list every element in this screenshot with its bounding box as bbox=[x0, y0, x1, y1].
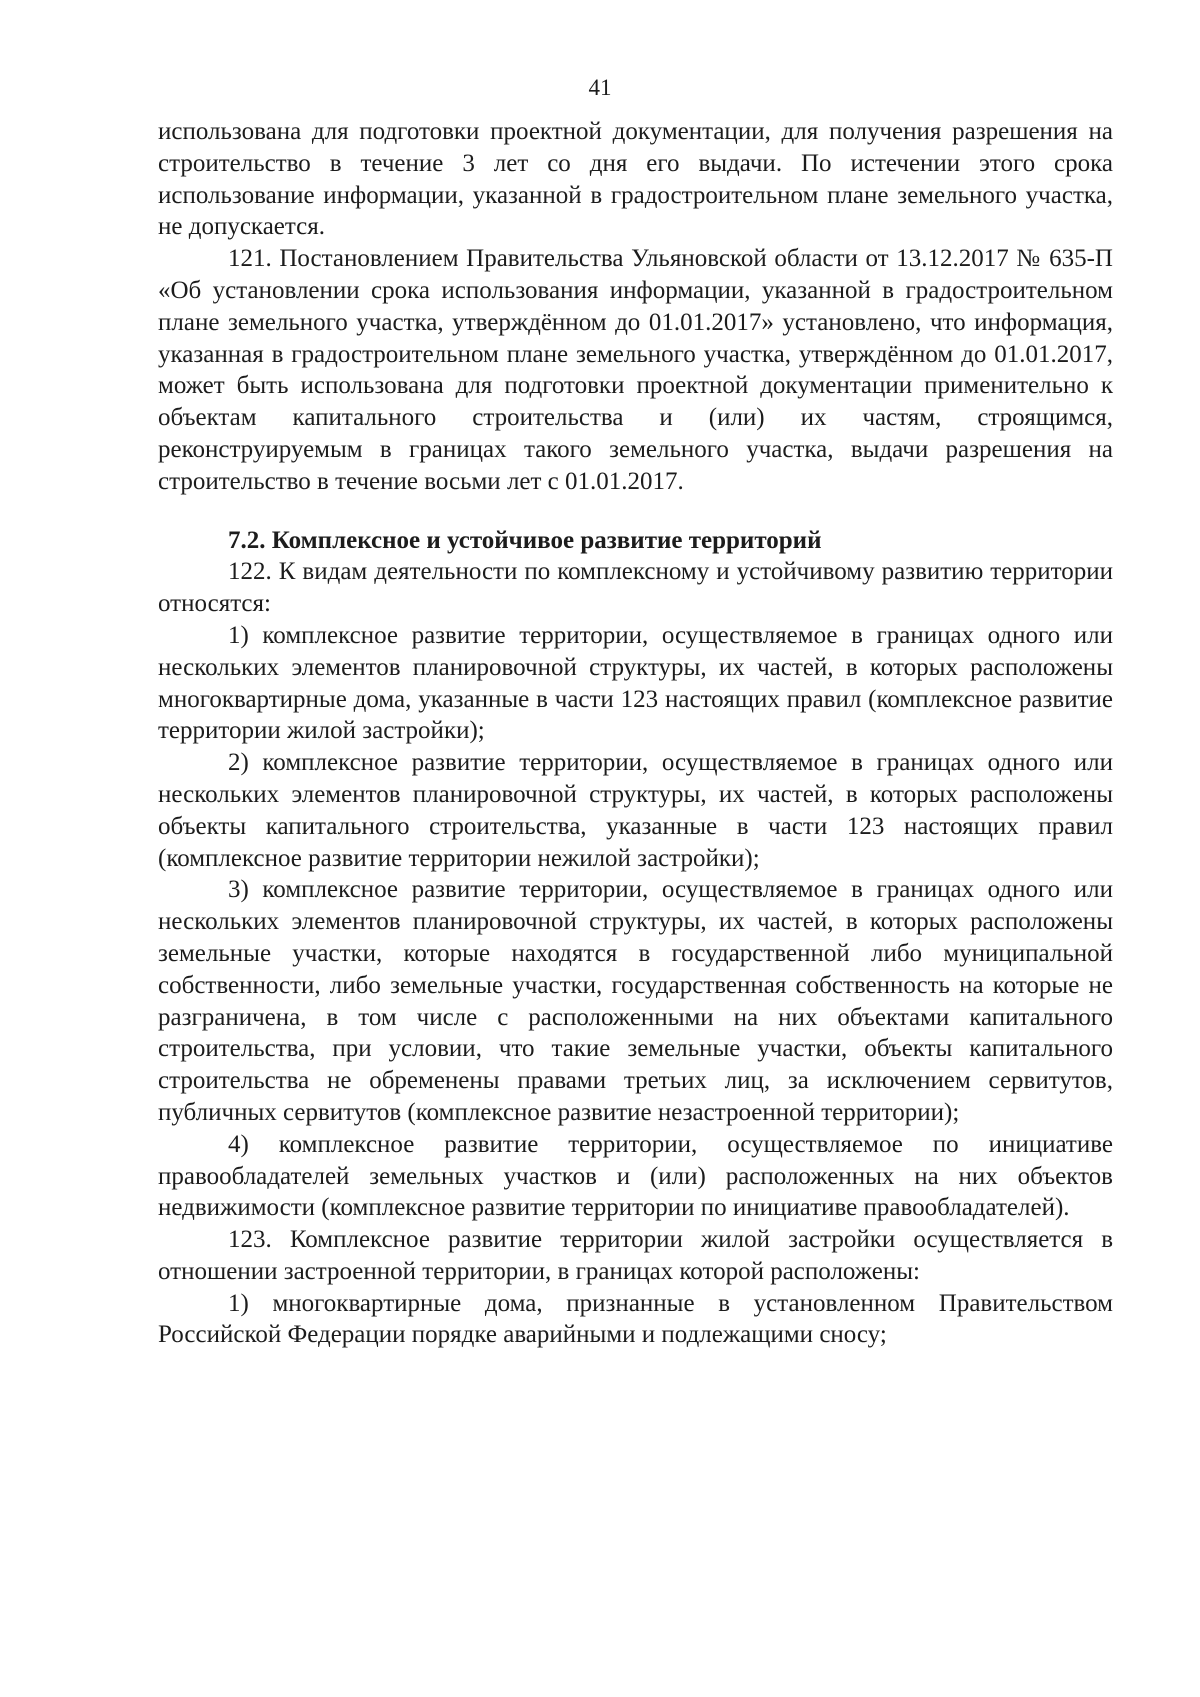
document-body bbox=[158, 116, 1113, 1351]
paragraph-121: 121. Постановлением Правительства Ульяновской области от 13.12.2017 № 635-П «Об установлении срока использования информации, указанной в градостроительном плане земельного участка, утверждённом до 01.01.2017» установлено, что информация, указанная в градостроительном плане земельного участка, утверждённом до 01.01.2017, может быть использована для подготовки проектной документации применительно к объектам капитального строительства и (или) их частям, строящимся, реконструируемым в границах такого земельного участка, выдачи разрешения на строительство в течение восьми лет с 01.01.2017. bbox=[158, 245, 1113, 495]
paragraph-122: 122. К видам деятельности по комплексному и устойчивому развитию территории относятся: bbox=[158, 558, 1113, 618]
paragraph-123: 123. Комплексное развитие территории жилой застройки осуществляется в отношении застроенной территории, в границах которой расположены: bbox=[158, 1226, 1113, 1285]
list-item-3: 3) комплексное развитие территории, осуществляемое в границах одного или нескольких элементов планировочной структуры, их частей, в которых расположены земельные участки, которые находятся в государственной либо муниципальной собственности, либо земельные участки, государственная собственность на которые не разграничена, в том числе с расположенными на них объектами капитального строительства, при условии, что такие земельные участки, объекты капитального строительства не обременены правами третьих лиц, за исключением сервитутов, публичных сервитутов (комплексное развитие незастроенной территории); bbox=[158, 876, 1113, 1126]
page-number: 41 bbox=[588, 75, 612, 100]
list-item-1: 1) комплексное развитие территории, осуществляемое в границах одного или нескольких элементов планировочной структуры, их частей, в которых расположены многоквартирные дома, указанные в части 123 настоящих правил (комплексное развитие территории жилой застройки); bbox=[158, 621, 1113, 745]
section-heading: 7.2. Комплексное и устойчивое развитие территорий bbox=[228, 526, 822, 554]
list-item-4: 4) комплексное развитие территории, осуществляемое по инициативе правообладателей земельных участков и (или) расположенных на них объектов недвижимости (комплексное развитие территории по инициативе правообладателей). bbox=[158, 1130, 1113, 1222]
paragraph-continuation: использована для подготовки проектной документации, для получения разрешения на строительство в течение 3 лет со дня его выдачи. По истечении этого срока использование информации, указанной в градостроительном плане земельного участка, не допускается. bbox=[158, 118, 1113, 241]
list-item-123-1: 1) многоквартирные дома, признанные в установленном Правительством Российской Федерации порядке аварийными и подлежащими сносу; bbox=[158, 1289, 1113, 1349]
list-item-2: 2) комплексное развитие территории, осуществляемое в границах одного или нескольких элементов планировочной структуры, их частей, в которых расположены объекты капитального строительства, указанные в части 123 настоящих правил (комплексное развитие территории нежилой застройки); bbox=[158, 749, 1113, 872]
